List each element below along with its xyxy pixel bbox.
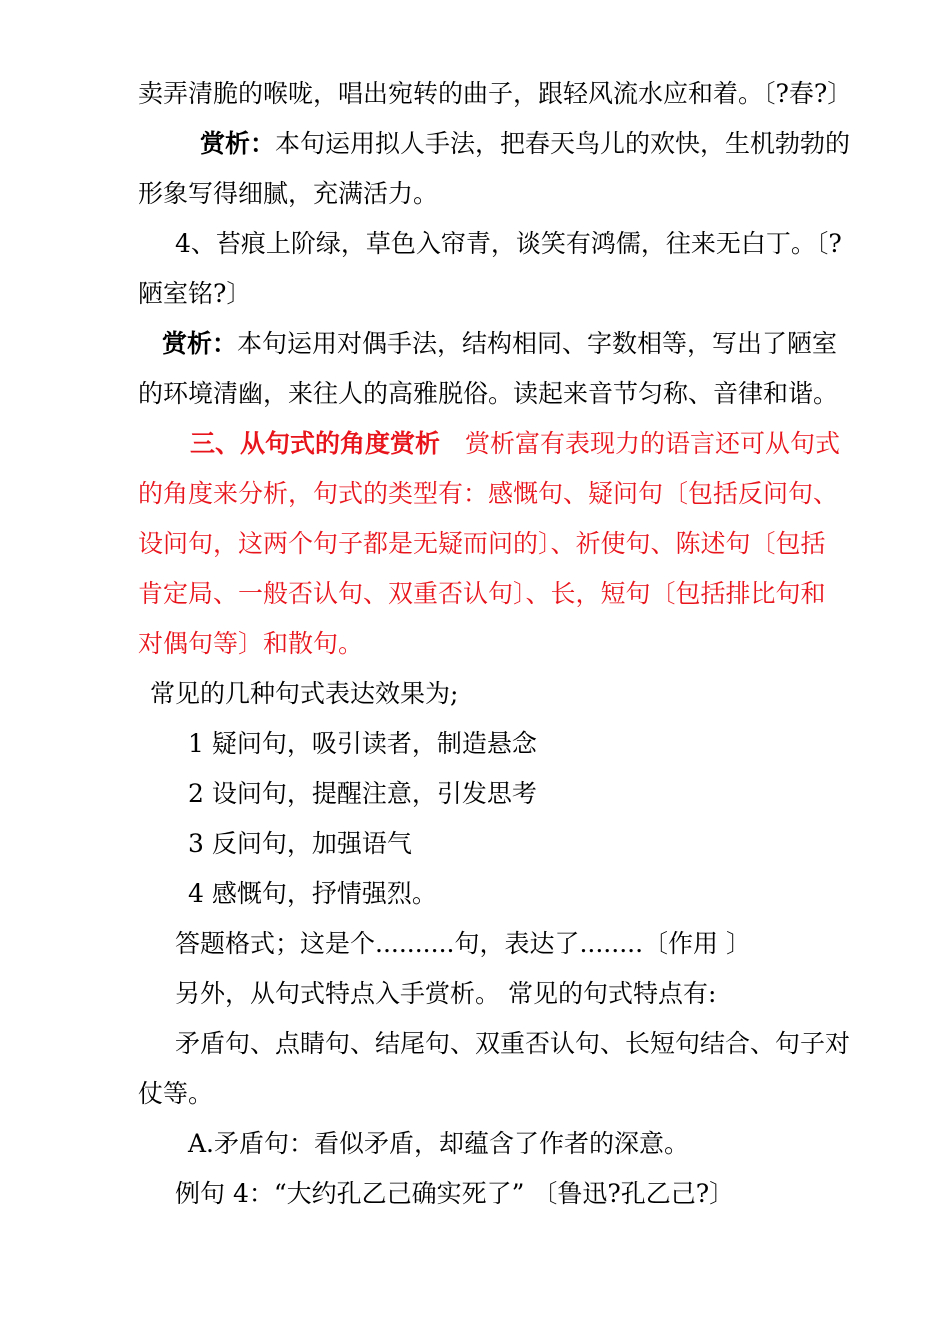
text-line-21: 仗等。 <box>138 1079 214 1108</box>
section-intro: 赏析富有表现力的语言还可从句式 <box>465 429 841 458</box>
text-line-6 <box>162 328 837 360</box>
answer-format: 答题格式；这是个..........句，表达了........〔作用 〕 <box>175 929 751 958</box>
example-sentence: 例句 4：“大约孔乙己确实死了” 〔鲁迅?孔乙己?〕 <box>175 1179 735 1208</box>
list-item-2: 2 设问句，提醒注意，引发思考 <box>188 779 537 808</box>
text-line-20: 矛盾句、点睛句、结尾句、双重否认句、长短句结合、句子对 <box>175 1029 851 1058</box>
section-heading-line <box>190 428 840 460</box>
text-line-3: 形象写得细腻，充满活力。 <box>138 179 439 208</box>
list-item-3: 3 反问句，加强语气 <box>188 829 412 858</box>
text-line-2 <box>200 128 850 160</box>
text-line-19: 另外，从句式特点入手赏析。 常见的句式特点有: <box>175 979 717 1008</box>
text-line-22: A.矛盾句：看似矛盾，却蕴含了作者的深意。 <box>188 1129 690 1158</box>
analysis-text: 本句运用对偶手法，结构相同、字数相等，写出了陋室 <box>237 329 838 358</box>
list-item-4: 4 感慨句，抒情强烈。 <box>188 879 437 908</box>
text-line-9: 的角度来分析，句式的类型有：感慨句、疑问句〔包括反问句、 <box>138 479 839 508</box>
text-line-4: 4、苔痕上阶绿，草色入帘青，谈笑有鸿儒，往来无白丁。〔? <box>175 229 842 258</box>
text-line-5: 陋室铭?〕 <box>138 279 252 308</box>
list-item-1: 1 疑问句，吸引读者，制造悬念 <box>188 729 537 758</box>
text-line-13: 常见的几种句式表达效果为; <box>150 679 459 708</box>
text-line-1: 卖弄清脆的喉咙，唱出宛转的曲子，跟轻风流水应和着。〔?春?〕 <box>138 79 853 108</box>
text-line-7: 的环境清幽，来往人的高雅脱俗。读起来音节匀称、音律和谐。 <box>138 379 839 408</box>
text-line-10: 设问句，这两个句子都是无疑而问的〕、祈使句、陈述句〔包括 <box>138 529 826 558</box>
analysis-label: 赏析： <box>200 129 276 158</box>
analysis-label: 赏析： <box>162 329 238 358</box>
text-line-11: 肯定局、一般否认句、双重否认句〕、长，短句〔包括排比句和 <box>138 579 826 608</box>
analysis-text: 本句运用拟人手法，把春天鸟儿的欢快，生机勃勃的 <box>275 129 851 158</box>
section-heading: 三、从句式的角度赏析 <box>190 429 441 458</box>
text-line-12: 对偶句等〕和散句。 <box>138 629 364 658</box>
